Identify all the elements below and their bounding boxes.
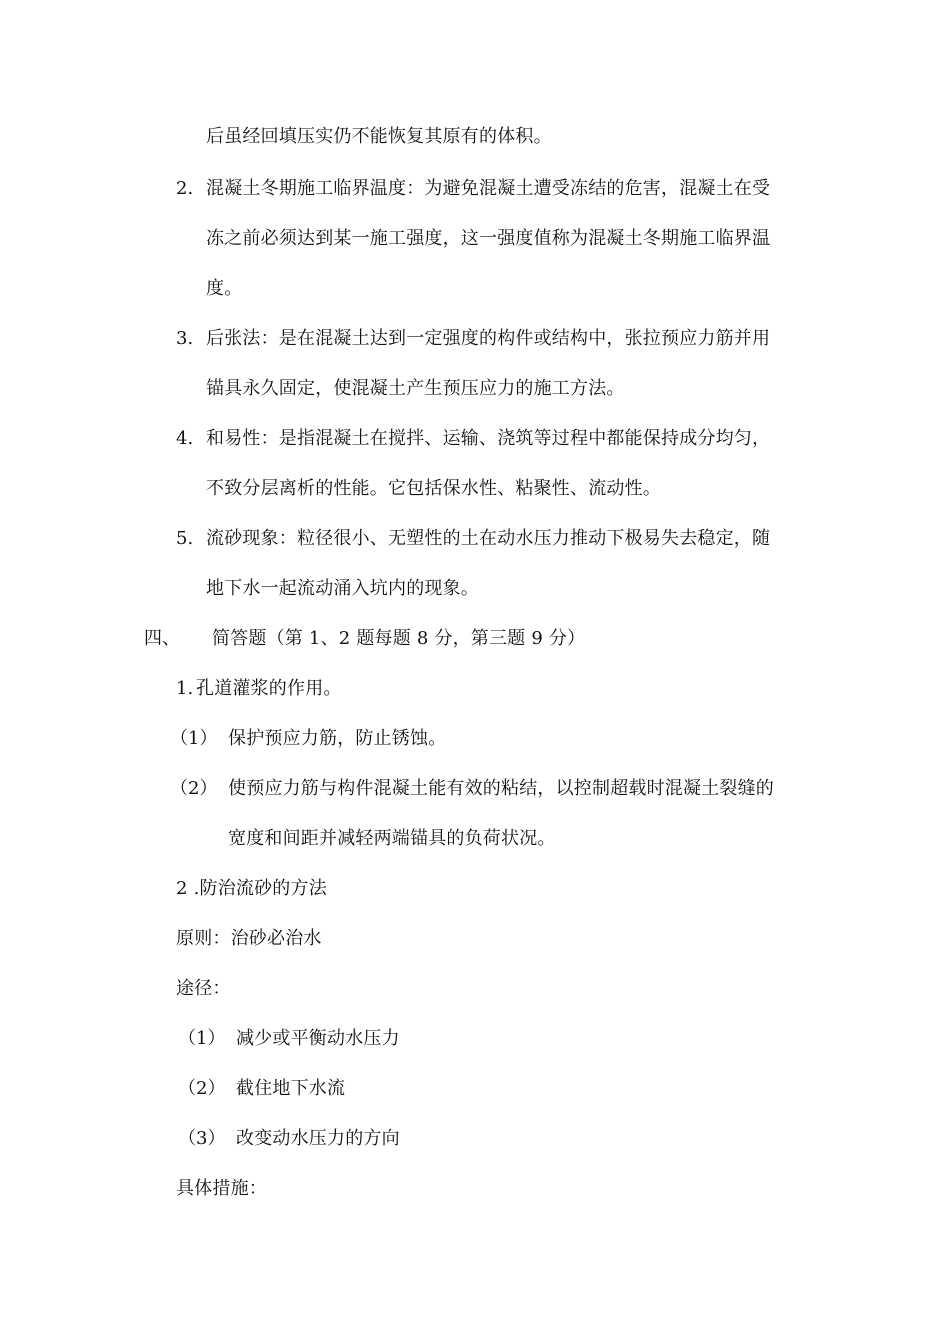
paragraph-line: 度。 [206,278,243,299]
paragraph-line: 后虽经回填压实仍不能恢复其原有的体积。 [206,126,552,147]
paragraph-line: 改变动水压力的方向 [236,1128,400,1149]
paragraph-line: 孔道灌浆的作用。 [196,678,342,699]
paragraph-line: 锚具永久固定，使混凝土产生预压应力的施工方法。 [206,378,625,399]
item-number: 2. [176,178,194,199]
paragraph-line: 2 .防治流砂的方法 [176,878,327,899]
paragraph-line: 后张法：是在混凝土达到一定强度的构件或结构中，张拉预应力筋并用 [206,328,771,349]
item-number: （1） [170,728,218,749]
paragraph-line: 冻之前必须达到某一施工强度，这一强度值称为混凝土冬期施工临界温 [206,228,771,249]
paragraph-line: 截住地下水流 [236,1078,346,1099]
item-number: 5. [176,528,194,549]
section-heading: 简答题（第 1、2 题每题 8 分，第三题 9 分） [212,628,586,649]
paragraph-line: 地下水一起流动涌入坑内的现象。 [206,578,479,599]
item-number: （2） [170,778,218,799]
item-number: 4. [176,428,194,449]
section-number: 四、 [144,628,180,649]
paragraph-line: 混凝土冬期施工临界温度：为避免混凝土遭受冻结的危害，混凝土在受 [206,178,771,199]
paragraph-line: 和易性：是指混凝土在搅拌、运输、浇筑等过程中都能保持成分均匀， [206,428,771,449]
paragraph-line: 流砂现象：粒径很小、无塑性的土在动水压力推动下极易失去稳定，随 [206,528,771,549]
paragraph-line: 使预应力筋与构件混凝土能有效的粘结，以控制超载时混凝土裂缝的 [228,778,774,799]
paragraph-line: 具体措施： [176,1178,267,1199]
paragraph-line: 不致分层离析的性能。它包括保水性、粘聚性、流动性。 [206,478,661,499]
paragraph-line: 宽度和间距并减轻两端锚具的负荷状况。 [228,828,556,849]
paragraph-line: 原则：治砂必治水 [176,928,322,949]
item-number: 3. [176,328,194,349]
item-number: （2） [178,1078,226,1099]
item-number: （3） [178,1128,226,1149]
paragraph-line: 减少或平衡动水压力 [236,1028,400,1049]
paragraph-line: 保护预应力筋，防止锈蚀。 [228,728,447,749]
paragraph-line: 途径： [176,978,231,999]
item-number: （1） [178,1028,226,1049]
item-number: 1. [176,678,194,699]
